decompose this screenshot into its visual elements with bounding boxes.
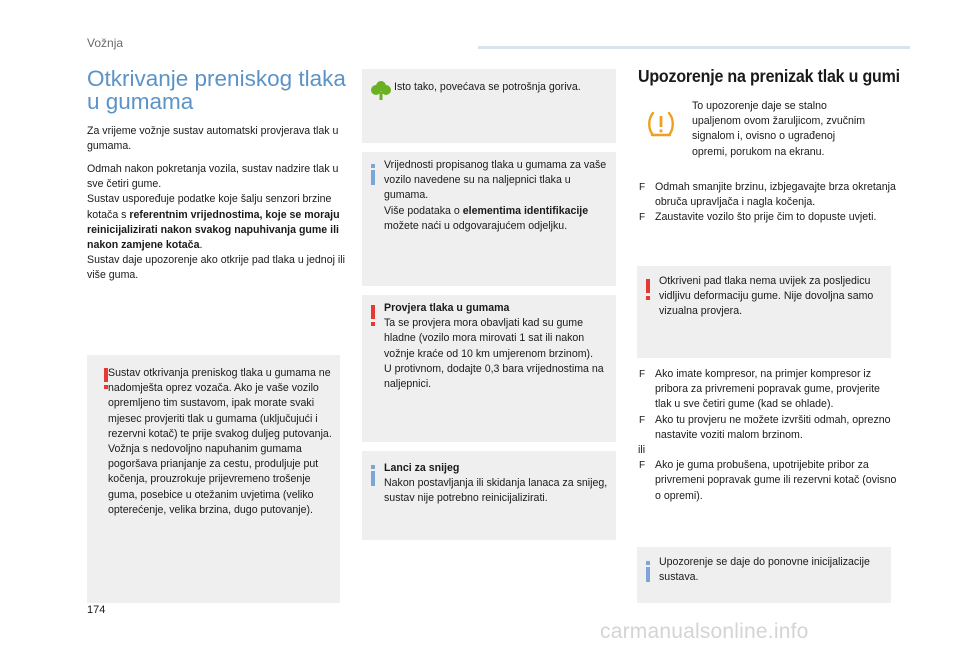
- details-text-1: Odmah nakon pokretanja vozila, sustav nadzire tlak u sve četiri gume.: [87, 163, 339, 191]
- warning-check-text: [384, 301, 614, 392]
- info-box-right: [637, 547, 891, 603]
- page-title-line1: Otkrivanje preniskog tlaka: [87, 66, 346, 91]
- info-box-text: [384, 158, 610, 234]
- info-mark-icon: [646, 567, 650, 582]
- eco-box: [362, 69, 616, 143]
- list-item-text: Odmah smanjite brzinu, izbjegavajte brza okretanja obruča upravljača i nagla kočenja.: [655, 181, 896, 209]
- list-item: [638, 458, 898, 504]
- header-rule: [478, 46, 910, 49]
- section-title-warning: Upozorenje na prenizak tlak u gumi: [638, 66, 900, 86]
- section-header: Vožnja: [87, 36, 124, 50]
- list-item-text: Ako tu provjeru ne možete izvršiti odmah, oprezno nastavite voziti malom brzinom.: [655, 413, 891, 441]
- info-box-snow-chains: [362, 451, 616, 540]
- warning-check-body: Ta se provjera mora obavljati kad su gume hladne (vozilo mora mirovati 1 sat ili nakon vožnje kraće od 10 km umjerenom brzinom).: [384, 317, 594, 360]
- intro-paragraph: Za vrijeme vožnje sustav automatski provjerava tlak u gumama.: [87, 125, 339, 153]
- action-list-1: [638, 180, 898, 226]
- page-title: [87, 67, 357, 113]
- info-box-pressure-values: [362, 152, 616, 286]
- info1-bold: elementima identifikacije: [462, 204, 589, 217]
- list-item-text: Ako imate kompresor, na primjer kompresor iz pribora za privremeni popravak gume, provjerite tlak u sve četiri gume (kad se ohlade).: [655, 368, 880, 411]
- warning-mark-icon: [646, 279, 650, 293]
- info-mark-icon: [371, 471, 375, 486]
- arrow-bullet-icon: F: [639, 460, 646, 472]
- warning-mark-icon: [371, 305, 375, 319]
- watermark: carmanualsonline.info: [600, 620, 809, 643]
- warning-box-right-text: Otkriveni pad tlaka nema uvijek za posljedicu vidljivu deformaciju gume. Nije dovoljna samo vizualna provjera.: [659, 275, 874, 318]
- list-item: [638, 413, 898, 443]
- details-text-3: .: [199, 239, 203, 252]
- info1-text-1: Vrijednosti propisanog tlaka u gumama za vaše vozilo navedene su na naljepnici tlaka u gumama.: [384, 159, 607, 202]
- page-number: 174: [87, 604, 106, 616]
- page-title-line2: u gumama: [87, 89, 194, 114]
- list-item-text: Ako je guma probušena, upotrijebite pribor za privremeni popravak gume ili rezervni kotač (ovisno o opremi).: [655, 459, 897, 502]
- eco-box-text: Isto tako, povećava se potrošnja goriva.: [394, 81, 581, 93]
- info-box-right-text: Upozorenje se daje do ponovne inicijalizacije sustava.: [659, 556, 870, 584]
- list-item: [638, 367, 898, 413]
- warning-box-text: Sustav otkrivanja preniskog tlaka u gumama ne nadomješta oprez vozača. Ako je vaše vozilo opremljeno tim sustavom, ipak morate svaki mjesec provjeriti tlak u gumama (uključujući i rezervni kotač) te prije svakog duljeg putovanja. Vožnja s nedovoljno napuhanim gumama pogoršava prianjanje za cestu, produljuje put kočenja, prouzrokuje prijevremeno trošenje guma, posebice u otežanim uvjetima (veliko opterećenje, velika brzina, dugo putovanje).: [108, 367, 332, 516]
- warning-box-left: [87, 355, 340, 603]
- warning-lamp-description: To upozorenje daje se stalno upaljenom ovom žaruljicom, zvučnim signalom i, ovisno o ugrađenoj opremi, porukom na ekranu.: [692, 100, 866, 158]
- details-bold: referentnim vrijednostima, koje se moraju reinicijalizirati nakon svakog napuhivanja gume ili nakon zamjene kotača: [87, 208, 340, 252]
- snow-chains-body: Nakon postavljanja ili skidanja lanaca za snijeg, sustav nije potrebno reinicijalizirati.: [384, 477, 608, 505]
- warning-box-check: [362, 295, 616, 442]
- details-text-2: Sustav uspoređuje podatke koje šalju senzori brzine kotača s: [87, 193, 332, 221]
- eco-tree-icon: [370, 79, 392, 101]
- info1-text-3: možete naći u odgovarajućem odjeljku.: [384, 219, 568, 232]
- arrow-bullet-icon: F: [639, 414, 646, 426]
- snow-chains-text: [384, 461, 614, 507]
- warning-check-title: Provjera tlaka u gumama: [384, 302, 510, 314]
- snow-chains-title: Lanci za snijeg: [384, 462, 460, 474]
- details-paragraph: [87, 162, 347, 284]
- tire-pressure-warning-icon: [645, 110, 677, 138]
- arrow-bullet-icon: F: [639, 369, 646, 380]
- details-text-4: Sustav daje upozorenje ako otkrije pad tlaka u jednoj ili više guma.: [87, 254, 345, 282]
- list-item: [638, 180, 898, 210]
- action-list-2: [638, 367, 898, 504]
- list-item-text: Zaustavite vozilo što prije čim to dopuste uvjeti.: [655, 211, 877, 224]
- info1-text-2: Više podataka o: [384, 204, 463, 217]
- warning-box-right: [637, 266, 891, 358]
- arrow-bullet-icon: F: [639, 182, 646, 193]
- list-item: [638, 210, 898, 225]
- arrow-bullet-icon: F: [639, 212, 646, 224]
- info-mark-icon: [371, 170, 375, 185]
- or-separator: ili: [638, 444, 646, 457]
- warning-check-body-2: U protivnom, dodajte 0,3 bara vrijednostima na naljepnici.: [384, 362, 604, 391]
